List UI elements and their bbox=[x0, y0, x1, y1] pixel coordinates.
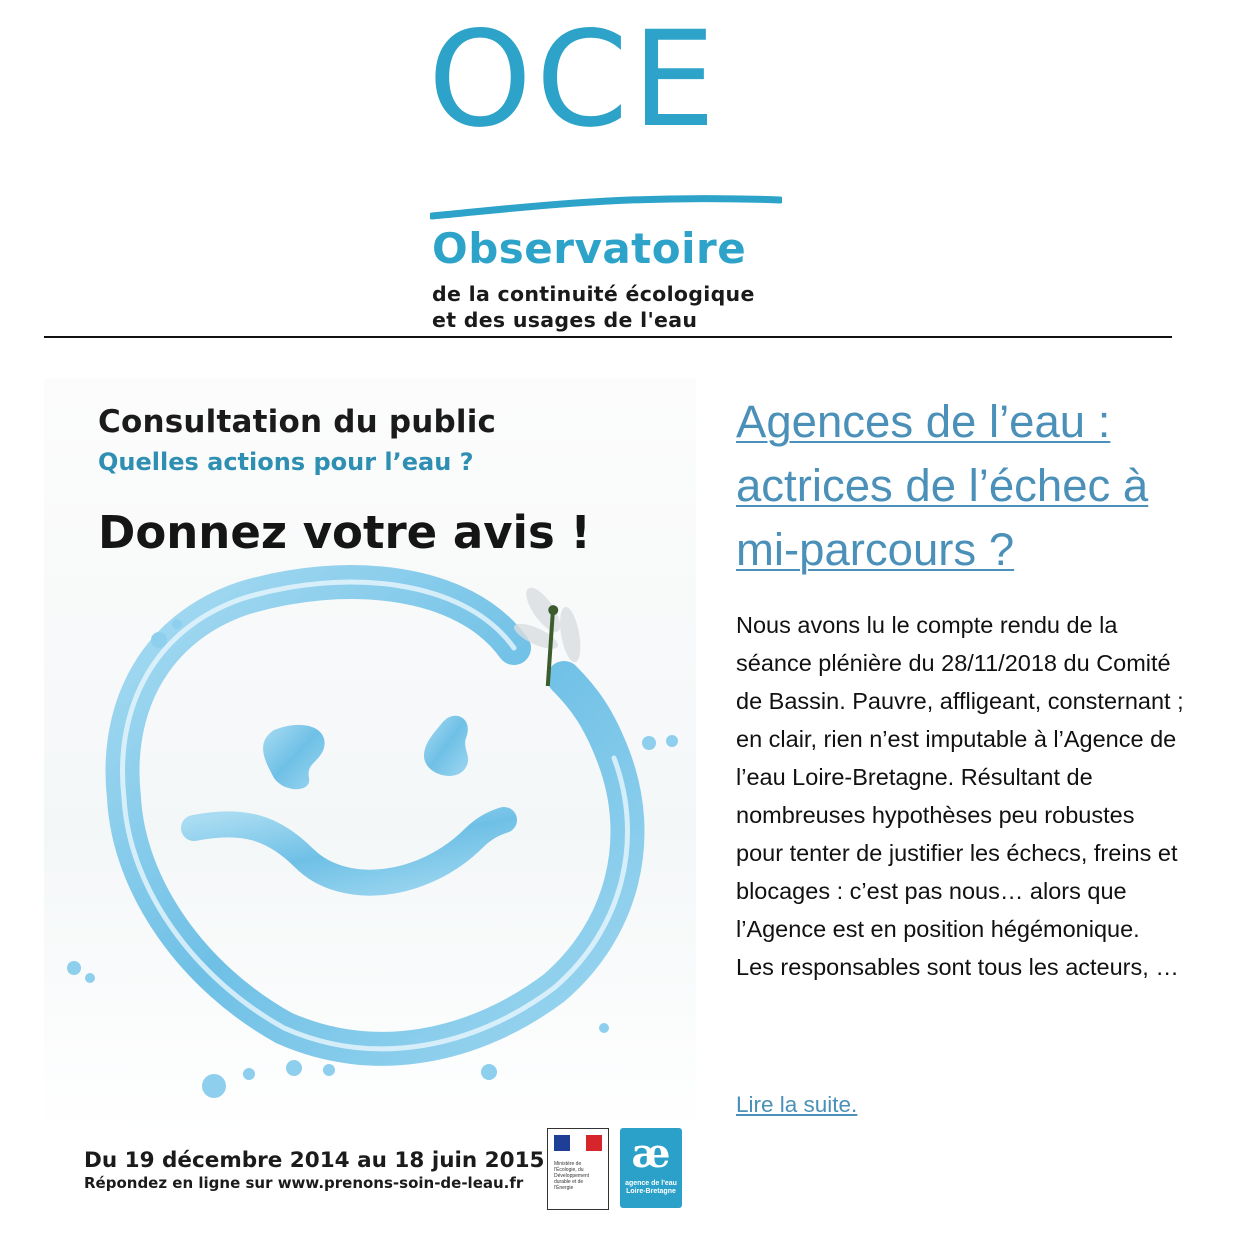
water-smiley-illustration bbox=[44, 558, 696, 1138]
agency-logo bbox=[620, 1128, 682, 1208]
oce-logo bbox=[424, 3, 794, 332]
french-flag-icon bbox=[554, 1135, 602, 1151]
logo-subtitle-line1: de la continuité écologique bbox=[432, 282, 755, 306]
poster-dates: Du 19 décembre 2014 au 18 juin 2015 bbox=[84, 1148, 545, 1173]
logo-wave-icon bbox=[430, 192, 782, 222]
agency-ae-icon: æ bbox=[631, 1130, 671, 1177]
read-more-link[interactable]: Lire la suite. bbox=[736, 1092, 858, 1117]
ministry-logo-text: Ministère de l'Écologie, du Développement durable et de l'Énergie bbox=[554, 1161, 590, 1191]
logo-subtitle-line2: et des usages de l'eau bbox=[432, 308, 698, 332]
ministry-logo bbox=[547, 1128, 609, 1210]
poster-headline: Donnez votre avis ! bbox=[98, 506, 591, 559]
agency-logo-text: agence de l'eau Loire-Bretagne bbox=[625, 1180, 677, 1195]
header-divider bbox=[44, 336, 1172, 338]
poster-url: Répondez en ligne sur www.prenons-soin-de-leau.fr bbox=[84, 1174, 524, 1192]
logo-title: Observatoire bbox=[432, 224, 747, 273]
poster-heading: Consultation du public bbox=[98, 404, 497, 440]
article-title-link[interactable]: Agences de l’eau : actrices de l’échec à mi-parcours ? bbox=[736, 396, 1149, 575]
consultation-poster[interactable] bbox=[44, 378, 696, 1218]
poster-subheading: Quelles actions pour l’eau ? bbox=[98, 448, 474, 476]
logo-letters: OCE bbox=[428, 3, 720, 157]
article-excerpt: Nous avons lu le compte rendu de la séance plénière du 28/11/2018 du Comité de Bassin. Pauvre, affligeant, consternant ; en clair, rien n’est imputable à l’Agence de l’eau Loire-Bretagne. Résultant de nombreuses hypothèses peu robustes pour tenter de justifier les échecs, freins et blocages : c’est pas nous… alors que l’Agence est en position hégémonique. Les responsables sont tous les acteurs, … bbox=[736, 612, 1184, 980]
